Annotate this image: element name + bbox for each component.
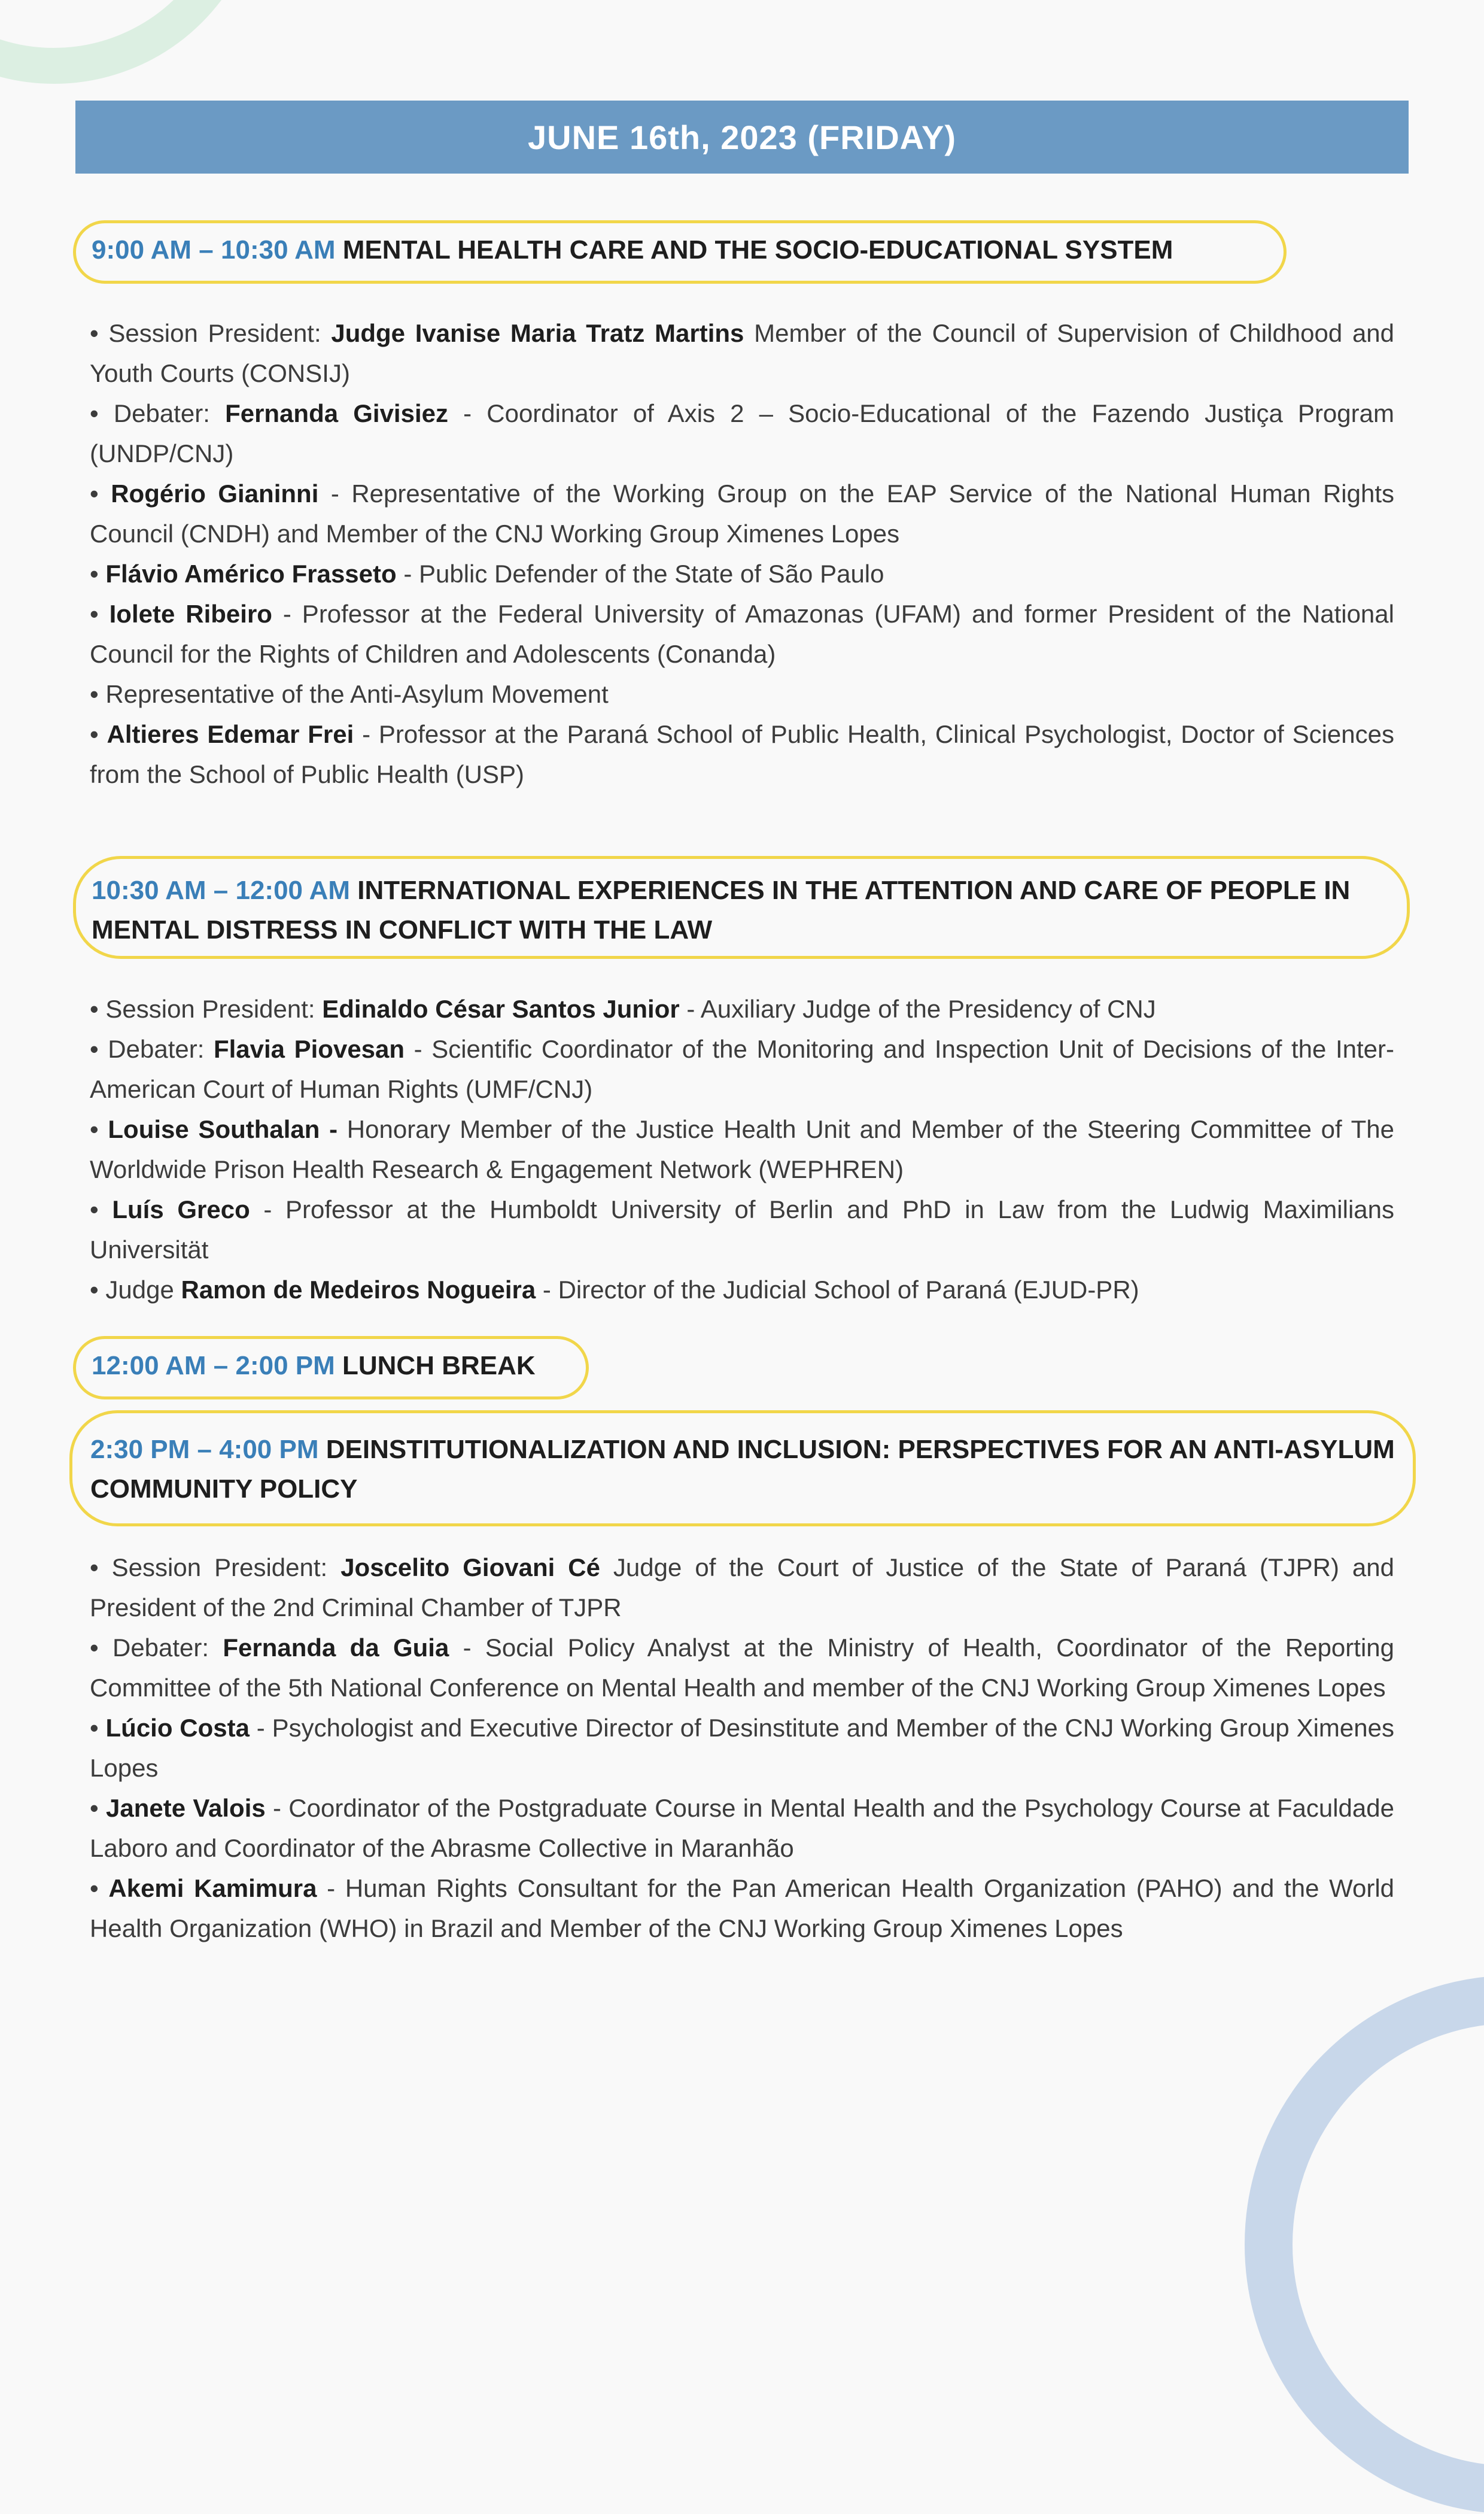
session-1-heading: [73, 220, 1287, 284]
date-header: [75, 101, 1409, 174]
participant-item: • Louise Southalan - Honorary Member of the Justice Health Unit and Member of the Steering Committee of The Worldwide Prison Health Research & Engagement Network (WEPHREN): [90, 1115, 1394, 1183]
participant-item: • Janete Valois - Coordinator of the Postgraduate Course in Mental Health and the Psychology Course at Faculdade Laboro and Coordinator of the Abrasme Collective in Maranhão: [90, 1794, 1394, 1862]
session-4-participants: [90, 1547, 1394, 1948]
participant-item: • Luís Greco - Professor at the Humboldt University of Berlin and PhD in Law from the Ludwig Maximilians Universität: [90, 1195, 1395, 1264]
participant-item: • Lúcio Costa - Psychologist and Executive Director of Desinstitute and Member of the CNJ Working Group Ximenes Lopes: [90, 1714, 1394, 1782]
participant-item: • Judge Ramon de Medeiros Nogueira - Director of the Judicial School of Paraná (EJUD-PR): [90, 1276, 1139, 1304]
participant-item: • Altieres Edemar Frei - Professor at the Paraná School of Public Health, Clinical Psychologist, Doctor of Sciences from the School of Public Health (USP): [90, 720, 1395, 788]
session-4-time: 2:30 PM – 4:00 PM: [90, 1435, 319, 1464]
participant-item: • Rogério Gianinni - Representative of the Working Group on the EAP Service of the National Human Rights Council (CNDH) and Member of the CNJ Working Group Ximenes Lopes: [90, 479, 1395, 548]
date-header-text: JUNE 16th, 2023 (FRIDAY): [528, 118, 956, 156]
participant-item: • Session President: Joscelito Giovani Cé Judge of the Court of Justice of the State of Paraná (TJPR) and President of the 2nd Criminal Chamber of TJPR: [90, 1553, 1395, 1622]
participant-item: • Session President: Edinaldo César Santos Junior - Auxiliary Judge of the Presidency of CNJ: [90, 995, 1156, 1023]
participant-item: • Debater: Fernanda Givisiez - Coordinator of Axis 2 – Socio-Educational of the Fazendo Justiça Program (UNDP/CNJ): [90, 399, 1394, 467]
participant-item: • Session President: Judge Ivanise Maria Tratz Martins Member of the Council of Supervision of Childhood and Youth Courts (CONSIJ): [90, 319, 1395, 387]
lunch-break-title: LUNCH BREAK: [342, 1351, 536, 1380]
decorative-arc-top-left: [0, 0, 263, 84]
session-2-participants: [90, 989, 1394, 1310]
participant-item: • Debater: Fernanda da Guia - Social Policy Analyst at the Ministry of Health, Coordinator of the Reporting Committee of the 5th National Conference on Mental Health and member of the CNJ Working Group Ximenes Lopes: [90, 1634, 1394, 1702]
session-1-title: MENTAL HEALTH CARE AND THE SOCIO-EDUCATIONAL SYSTEM: [342, 235, 1173, 265]
session-2-heading: [73, 856, 1410, 959]
participant-item: • Representative of the Anti-Asylum Movement: [90, 680, 609, 708]
decorative-arc-bottom-right: [1245, 1975, 1484, 2514]
session-1-time: 9:00 AM – 10:30 AM: [92, 235, 336, 265]
lunch-break-heading: [73, 1336, 589, 1399]
participant-item: • Iolete Ribeiro - Professor at the Federal University of Amazonas (UFAM) and former President of the National Council for the Rights of Children and Adolescents (Conanda): [90, 600, 1394, 668]
session-4-heading: [69, 1410, 1416, 1526]
session-2-time: 10:30 AM – 12:00 AM: [92, 876, 351, 905]
lunch-break-time: 12:00 AM – 2:00 PM: [92, 1351, 335, 1380]
session-2-title: INTERNATIONAL EXPERIENCES IN THE ATTENTION AND CARE OF PEOPLE IN MENTAL DISTRESS IN CONFLICT WITH THE LAW: [92, 876, 1351, 945]
session-4-title: DEINSTITUTIONALIZATION AND INCLUSION: PERSPECTIVES FOR AN ANTI-ASYLUM COMMUNITY POLICY: [90, 1435, 1395, 1504]
participant-item: • Debater: Flavia Piovesan - Scientific Coordinator of the Monitoring and Inspection Unit of Decisions of the Inter-American Court of Human Rights (UMF/CNJ): [90, 1035, 1395, 1103]
participant-item: • Flávio Américo Frasseto - Public Defender of the State of São Paulo: [90, 560, 884, 588]
session-1-participants: [90, 313, 1394, 794]
participant-item: • Akemi Kamimura - Human Rights Consultant for the Pan American Health Organization (PAHO) and the World Health Organization (WHO) in Brazil and Member of the CNJ Working Group Ximenes Lopes: [90, 1874, 1395, 1942]
